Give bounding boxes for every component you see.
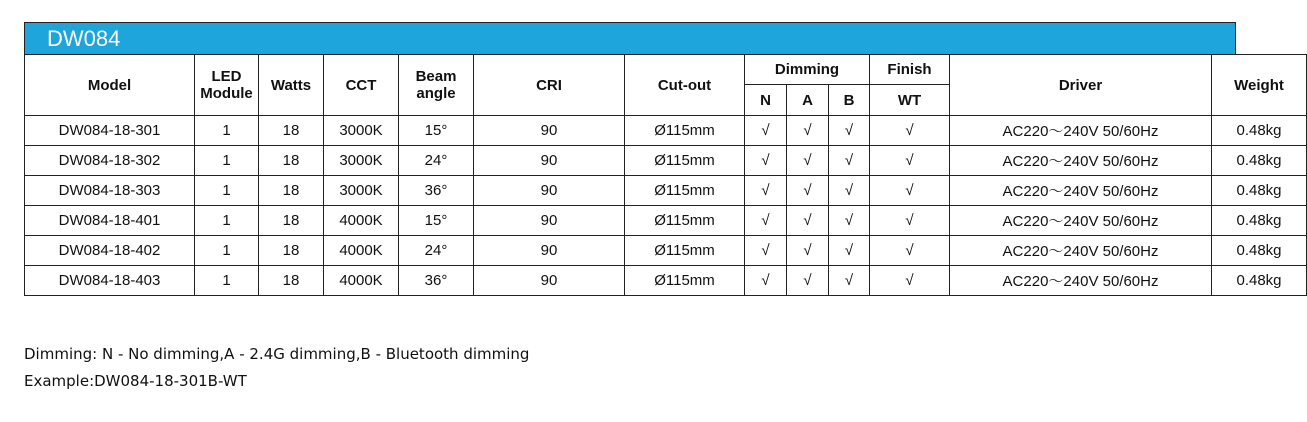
cell-beam: 24° (399, 236, 474, 266)
cell-driver: AC220～240V 50/60Hz (950, 236, 1212, 266)
cell-beam: 36° (399, 266, 474, 296)
cell-led: 1 (195, 206, 259, 236)
cell-watts: 18 (259, 206, 324, 236)
header-finish-wt: WT (870, 85, 950, 116)
cell-cutout: Ø115mm (625, 146, 745, 176)
cell-model: DW084-18-302 (25, 146, 195, 176)
cell-n: √ (745, 146, 787, 176)
cell-b: √ (829, 146, 870, 176)
cell-weight: 0.48kg (1212, 266, 1307, 296)
header-weight: Weight (1212, 55, 1307, 116)
cell-n: √ (745, 206, 787, 236)
cell-beam: 24° (399, 146, 474, 176)
header-dim-n: N (745, 85, 787, 116)
header-cutout: Cut-out (625, 55, 745, 116)
cell-cri: 90 (474, 116, 625, 146)
cell-wt: √ (870, 146, 950, 176)
cell-wt: √ (870, 176, 950, 206)
cell-b: √ (829, 116, 870, 146)
header-dimming: Dimming (745, 55, 870, 85)
header-model: Model (25, 55, 195, 116)
example-note: Example:DW084-18-301B-WT (24, 372, 247, 390)
cell-b: √ (829, 266, 870, 296)
cell-n: √ (745, 236, 787, 266)
cell-driver: AC220～240V 50/60Hz (950, 266, 1212, 296)
cell-led: 1 (195, 146, 259, 176)
cell-beam: 36° (399, 176, 474, 206)
table-row (25, 206, 1307, 236)
cell-watts: 18 (259, 116, 324, 146)
cell-wt: √ (870, 266, 950, 296)
cell-cct: 3000K (324, 146, 399, 176)
cell-weight: 0.48kg (1212, 176, 1307, 206)
cell-wt: √ (870, 206, 950, 236)
cell-model: DW084-18-403 (25, 266, 195, 296)
cell-cri: 90 (474, 236, 625, 266)
cell-cct: 4000K (324, 206, 399, 236)
dimming-note: Dimming: N - No dimming,A - 2.4G dimming,B - Bluetooth dimming (24, 345, 530, 363)
cell-weight: 0.48kg (1212, 116, 1307, 146)
header-watts: Watts (259, 55, 324, 116)
header-row-1 (25, 55, 1307, 85)
cell-wt: √ (870, 116, 950, 146)
spec-table-container (24, 22, 1284, 296)
cell-a: √ (787, 116, 829, 146)
cell-model: DW084-18-401 (25, 206, 195, 236)
cell-cri: 90 (474, 266, 625, 296)
table-row (25, 146, 1307, 176)
table-row (25, 266, 1307, 296)
cell-weight: 0.48kg (1212, 206, 1307, 236)
cell-cri: 90 (474, 206, 625, 236)
cell-weight: 0.48kg (1212, 146, 1307, 176)
header-finish: Finish (870, 55, 950, 85)
cell-led: 1 (195, 116, 259, 146)
cell-n: √ (745, 116, 787, 146)
cell-driver: AC220～240V 50/60Hz (950, 146, 1212, 176)
cell-a: √ (787, 206, 829, 236)
cell-led: 1 (195, 236, 259, 266)
cell-wt: √ (870, 236, 950, 266)
header-driver: Driver (950, 55, 1212, 116)
cell-model: DW084-18-402 (25, 236, 195, 266)
cell-driver: AC220～240V 50/60Hz (950, 176, 1212, 206)
cell-model: DW084-18-303 (25, 176, 195, 206)
cell-n: √ (745, 266, 787, 296)
cell-driver: AC220～240V 50/60Hz (950, 206, 1212, 236)
table-row (25, 176, 1307, 206)
header-beam-angle: Beam angle (399, 55, 474, 116)
cell-beam: 15° (399, 206, 474, 236)
header-cct: CCT (324, 55, 399, 116)
cell-cutout: Ø115mm (625, 116, 745, 146)
cell-cri: 90 (474, 176, 625, 206)
cell-a: √ (787, 236, 829, 266)
cell-cri: 90 (474, 146, 625, 176)
cell-weight: 0.48kg (1212, 236, 1307, 266)
cell-b: √ (829, 176, 870, 206)
cell-cutout: Ø115mm (625, 236, 745, 266)
table-row (25, 116, 1307, 146)
cell-a: √ (787, 176, 829, 206)
cell-watts: 18 (259, 266, 324, 296)
header-dim-a: A (787, 85, 829, 116)
cell-led: 1 (195, 266, 259, 296)
cell-cct: 4000K (324, 266, 399, 296)
cell-b: √ (829, 236, 870, 266)
cell-model: DW084-18-301 (25, 116, 195, 146)
cell-cutout: Ø115mm (625, 266, 745, 296)
spec-table (24, 54, 1307, 296)
cell-n: √ (745, 176, 787, 206)
cell-watts: 18 (259, 176, 324, 206)
cell-cct: 4000K (324, 236, 399, 266)
cell-watts: 18 (259, 236, 324, 266)
table-body (25, 116, 1307, 296)
cell-watts: 18 (259, 146, 324, 176)
cell-cct: 3000K (324, 176, 399, 206)
cell-a: √ (787, 146, 829, 176)
cell-a: √ (787, 266, 829, 296)
cell-beam: 15° (399, 116, 474, 146)
header-cri: CRI (474, 55, 625, 116)
table-row (25, 236, 1307, 266)
table-title: DW084 (24, 22, 1236, 54)
cell-cutout: Ø115mm (625, 176, 745, 206)
cell-led: 1 (195, 176, 259, 206)
cell-b: √ (829, 206, 870, 236)
cell-driver: AC220～240V 50/60Hz (950, 116, 1212, 146)
header-led-module: LED Module (195, 55, 259, 116)
cell-cct: 3000K (324, 116, 399, 146)
cell-cutout: Ø115mm (625, 206, 745, 236)
header-dim-b: B (829, 85, 870, 116)
